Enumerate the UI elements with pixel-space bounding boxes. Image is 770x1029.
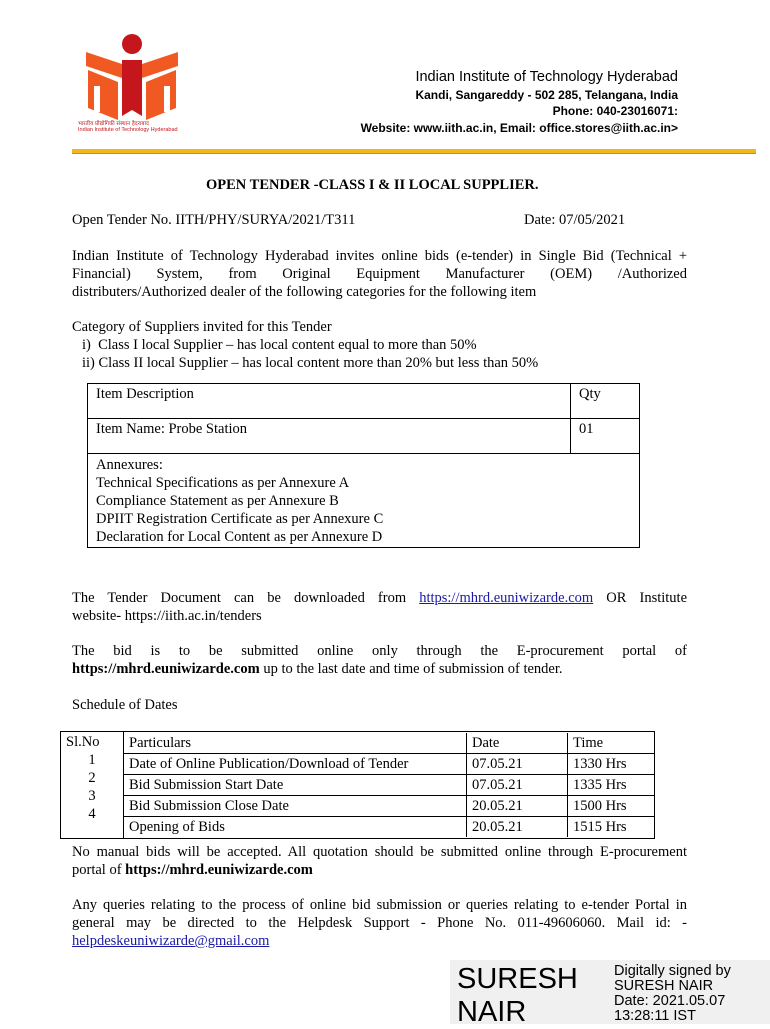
- items-table: [87, 383, 640, 548]
- annexures-row: [88, 454, 640, 548]
- schedule-heading: Schedule of Dates: [72, 697, 178, 713]
- schedule-date-3: 20.05.21: [467, 796, 568, 817]
- category-heading: Category of Suppliers invited for this Tender: [72, 319, 332, 335]
- signature-name-line-2: NAIR: [457, 996, 527, 1028]
- download-line-2: website- https://iith.ac.in/tenders: [72, 608, 262, 624]
- signature-info: [614, 964, 731, 1024]
- schedule-time-3: 1500 Hrs: [568, 796, 655, 817]
- queries-line-1: Any queries relating to the process of online bid submission or queries relating to e-tender Portal in: [72, 897, 687, 913]
- signature-info-line-2: SURESH NAIR: [614, 978, 714, 994]
- table-row: [124, 796, 654, 817]
- annexure-b: Compliance Statement as per Annexure B: [96, 493, 339, 509]
- institute-address: Kandi, Sangareddy - 502 285, Telangana, India: [415, 88, 678, 102]
- schedule-particulars-2: Bid Submission Start Date: [124, 775, 467, 796]
- col-qty: Qty: [571, 384, 640, 419]
- download-or-text: OR Institute: [606, 590, 688, 606]
- schedule-body-cell: [124, 732, 655, 839]
- table-row: [124, 817, 654, 838]
- download-text: The Tender Document can be downloaded from: [72, 590, 407, 606]
- tender-date: Date: 07/05/2021: [524, 212, 626, 228]
- schedule-table: [60, 731, 655, 839]
- signature-info-line-3: Date: 2021.05.07: [614, 993, 726, 1009]
- submit-line-2: [72, 661, 563, 678]
- item-name: Item Name: Probe Station: [88, 419, 571, 454]
- submit-line-1: The bid is to be submitted online only through the E-procurement portal of: [72, 643, 687, 659]
- signature-info-line-4: 13:28:11 IST: [614, 1008, 696, 1024]
- tender-number: Open Tender No. IITH/PHY/SURYA/2021/T311: [72, 212, 356, 228]
- signature-info-line-1: Digitally signed by: [614, 963, 731, 979]
- schedule-col-time: Time: [573, 735, 604, 751]
- annexure-d: Declaration for Local Content as per Annexure D: [96, 529, 383, 545]
- institute-web-email: Website: www.iith.ac.in, Email: office.stores@iith.ac.in>: [360, 121, 678, 135]
- intro-line-2: Financial) System, from Original Equipment Manufacturer (OEM) /Authorized: [72, 266, 687, 282]
- signature-name: [457, 963, 578, 1029]
- table-row: [124, 775, 654, 796]
- logo-text-hindi: भारतीय प्रौद्योगिकी संस्थान हैदराबाद: [78, 121, 149, 127]
- intro-line-1: Indian Institute of Technology Hyderabad invites online bids (e-tender) in Single Bid (Technical +: [72, 248, 687, 264]
- category-item-2: ii) Class II local Supplier – has local content more than 20% but less than 50%: [82, 355, 539, 371]
- col-item-description: Item Description: [88, 384, 571, 419]
- schedule-col-slno: Sl.No: [66, 734, 100, 750]
- queries-line-2: general may be directed to the Helpdesk Support - Phone No. 011-49606060. Mail id: -: [72, 915, 687, 931]
- schedule-slno-3: 3: [88, 788, 96, 804]
- manual-line-2: [72, 862, 313, 879]
- schedule-particulars-4: Opening of Bids: [124, 817, 467, 838]
- schedule-date-4: 20.05.21: [467, 817, 568, 838]
- schedule-slno-2: 2: [88, 770, 96, 786]
- submit-deadline-text: up to the last date and time of submission of tender.: [259, 661, 563, 677]
- institute-phone: Phone: 040-23016071:: [552, 104, 678, 118]
- schedule-particulars-3: Bid Submission Close Date: [124, 796, 467, 817]
- signature-name-line-1: SURESH: [457, 963, 578, 995]
- schedule-inner-table: [124, 733, 654, 837]
- institute-title: Indian Institute of Technology Hyderabad: [415, 69, 678, 85]
- header-rule-shadow: [72, 153, 756, 154]
- schedule-col-particulars: Particulars: [124, 733, 467, 754]
- annexures-title: Annexures:: [96, 457, 163, 473]
- schedule-date-2: 07.05.21: [467, 775, 568, 796]
- helpdesk-email-link[interactable]: helpdeskeuniwizarde@gmail.com: [72, 933, 270, 949]
- item-qty: 01: [571, 419, 640, 454]
- schedule-header-row: [124, 733, 654, 754]
- intro-line-3: distributers/Authorized dealer of the following categories for the following item: [72, 284, 537, 300]
- annexure-c: DPIIT Registration Certificate as per Annexure C: [96, 511, 384, 527]
- schedule-particulars-1: Date of Online Publication/Download of Tender: [124, 754, 467, 775]
- schedule-slno-4: 4: [88, 806, 96, 822]
- schedule-row: [61, 732, 655, 839]
- annexure-a: Technical Specifications as per Annexure A: [96, 475, 350, 491]
- queries-line-3: [72, 933, 269, 950]
- euniwizarde-link[interactable]: https://mhrd.euniwizarde.com: [419, 590, 594, 606]
- logo-text-english: Indian Institute of Technology Hyderabad: [78, 127, 178, 133]
- schedule-time-4: 1515 Hrs: [568, 817, 655, 838]
- schedule-slno-cell: [61, 732, 124, 839]
- manual-portal-url: https://mhrd.euniwizarde.com: [125, 862, 313, 878]
- manual-portal-text: portal of: [72, 862, 126, 878]
- submit-portal-url: https://mhrd.euniwizarde.com: [72, 661, 260, 677]
- category-item-1: i) Class I local Supplier – has local content equal to more than 50%: [82, 337, 477, 353]
- table-row: [88, 419, 640, 454]
- download-line-1: [72, 590, 687, 607]
- manual-line-1: No manual bids will be accepted. All quotation should be submitted online through E-procurement: [72, 844, 687, 860]
- schedule-slno-1: 1: [88, 752, 96, 768]
- annexures-cell: [88, 454, 640, 548]
- schedule-time-1: 1330 Hrs: [568, 754, 655, 775]
- tender-heading: OPEN TENDER -CLASS I & II LOCAL SUPPLIER.: [206, 177, 539, 193]
- schedule-date-1: 07.05.21: [467, 754, 568, 775]
- schedule-time-2: 1335 Hrs: [568, 775, 655, 796]
- schedule-col-date: Date: [467, 733, 568, 754]
- items-header-row: [88, 384, 640, 419]
- table-row: [124, 754, 654, 775]
